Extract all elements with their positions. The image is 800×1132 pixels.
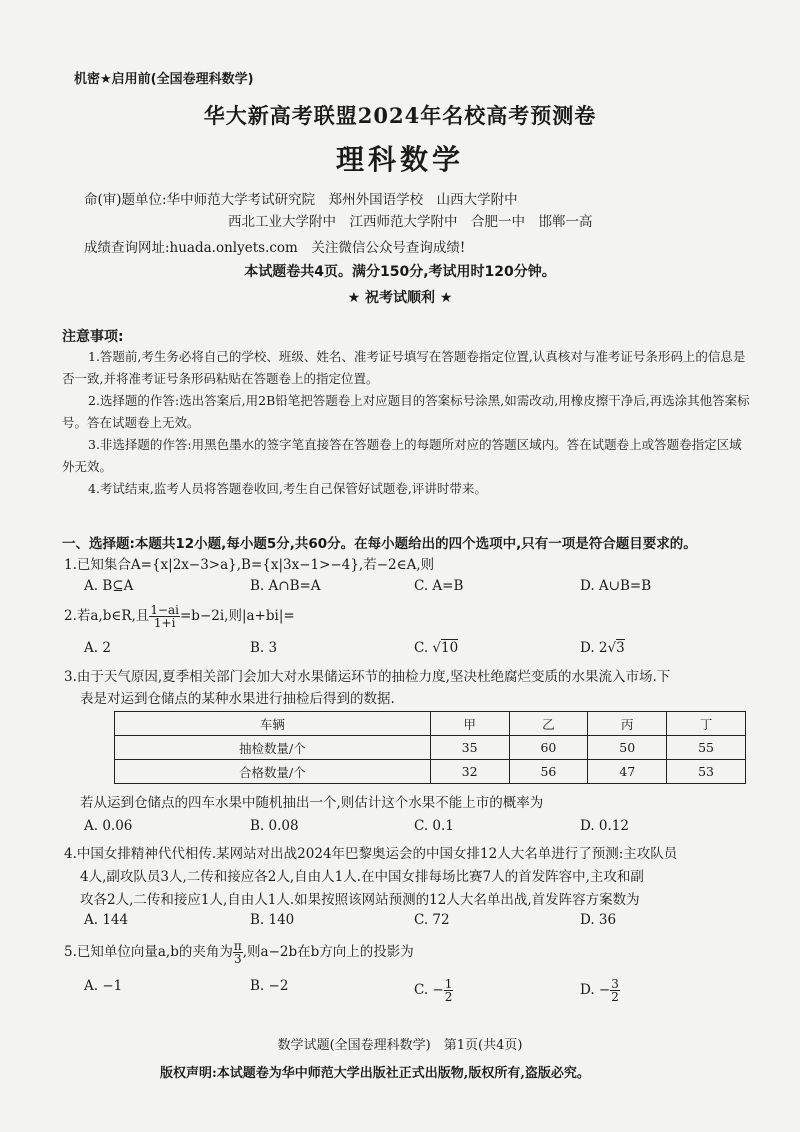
q5-option-b: B. −2 — [250, 978, 289, 994]
q2-option-c — [414, 640, 458, 656]
table-cell: 47 — [588, 760, 667, 784]
question-2-stem — [64, 604, 754, 629]
q2-option-c-radicand: 10 — [441, 640, 459, 656]
q5-option-d-prefix: D. − — [580, 982, 611, 998]
q1-option-b: B. A∩B=A — [250, 578, 321, 594]
q5-option-c-den: 2 — [444, 990, 453, 1004]
question-3-question: 若从运到仓储点的四车水果中随机抽出一个,则估计这个水果不能上市的概率为 — [80, 795, 544, 811]
table-cell: 55 — [667, 736, 746, 760]
q5-option-d — [580, 978, 620, 1003]
table-cell: 合格数量/个 — [115, 760, 431, 784]
notice-item: 3.非选择题的作答:用黑色墨水的签字笔直接答在答题卷上的每题所对应的答题区域内。答在试题卷上或答题卷指定区域外无效。 — [62, 437, 742, 474]
q4-option-b: B. 140 — [250, 912, 295, 928]
score-url-line: 成绩查询网址:huada.onlyets.com 关注微信公众号查询成绩! — [84, 240, 466, 256]
question-5-stem — [64, 940, 754, 965]
table-cell: 抽检数量/个 — [115, 736, 431, 760]
notice-item: 1.答题前,考生务必将自己的学校、班级、姓名、准考证号填写在答题卷指定位置,认真核对与准考证号条形码上的信息是否一致,并将准考证号条形码粘贴在答题卷上的指定位置。 — [62, 349, 746, 386]
question-4-line1: 4.中国女排精神代代相传.某网站对出战2024年巴黎奥运会的中国女排12人大名单进行了预测:主攻队员 — [64, 846, 678, 862]
org-line-2: 西北工业大学附中 江西师范大学附中 合肥一中 邯郸一高 — [228, 214, 593, 230]
q2-option-a: A. 2 — [84, 640, 111, 656]
table-header-cell: 乙 — [509, 712, 588, 736]
table-cell: 56 — [509, 760, 588, 784]
q3-option-a: A. 0.06 — [84, 818, 133, 834]
inspection-table — [114, 711, 746, 784]
q2-stem-end: =b−2i,则|a+bi|= — [180, 608, 295, 624]
table-header-cell: 丙 — [588, 712, 667, 736]
confidential-label: 机密★启用前(全国卷理科数学) — [74, 72, 254, 87]
q5-option-d-den: 2 — [611, 990, 619, 1004]
q2-option-d — [580, 640, 625, 656]
table-cell: 60 — [509, 736, 588, 760]
q5-option-d-fraction — [610, 978, 620, 1003]
q4-option-c: C. 72 — [414, 912, 450, 928]
q2-fraction — [149, 604, 180, 629]
notice-item: 4.考试结束,监考人员将答题卷收回,考生自己保管好试题卷,评讲时带来。 — [88, 481, 487, 496]
table-header-cell: 车辆 — [115, 712, 431, 736]
q5-option-c-num: 1 — [444, 977, 453, 991]
table-header-row — [115, 712, 746, 736]
q3-option-b: B. 0.08 — [250, 818, 299, 834]
q5-option-c-fraction — [444, 978, 454, 1003]
q2-option-b: B. 3 — [250, 640, 278, 656]
q5-stem-start: 5.已知单位向量a,b的夹角为 — [64, 944, 233, 960]
q2-fraction-num: 1−ai — [150, 603, 179, 617]
section-heading: 一、选择题:本题共12小题,每小题5分,共60分。在每小题给出的四个选项中,只有一项是符合题目要求的。 — [62, 536, 697, 552]
q3-option-d: D. 0.12 — [580, 818, 629, 834]
exam-title: 华大新高考联盟2024年名校高考预测卷 — [203, 103, 597, 128]
question-1-stem: 1.已知集合A={x|2x−3>a},B={x|3x−1>−4},若−2∈A,则 — [64, 557, 435, 573]
table-cell: 50 — [588, 736, 667, 760]
q5-fraction-num: π — [233, 939, 242, 953]
q5-option-c — [414, 978, 453, 1003]
table-cell: 35 — [430, 736, 509, 760]
q2-stem-start: 2.若a,b∈R,且 — [64, 608, 150, 624]
q5-option-d-num: 3 — [611, 977, 619, 991]
q2-fraction-den: 1+i — [153, 616, 176, 630]
q2-option-d-radicand: 3 — [616, 640, 625, 656]
q5-stem-end: ,则a−2b在b方向上的投影为 — [242, 944, 414, 960]
q1-option-d: D. A∪B=B — [580, 578, 652, 594]
org-line-1: 命(审)题单位:华中师范大学考试研究院 郑州外国语学校 山西大学附中 — [84, 192, 518, 208]
page-footer: 数学试题(全国卷理科数学) 第1页(共4页) — [277, 1038, 523, 1053]
table-header-cell: 甲 — [430, 712, 509, 736]
question-4-line3: 攻各2人,二传和接应1人,自由人1人.如果按照该网站预测的12人大名单出战,首发阵容方案数为 — [80, 892, 640, 908]
table-header-cell: 丁 — [667, 712, 746, 736]
subject-title: 理科数学 — [335, 143, 464, 176]
notice-title: 注意事项: — [62, 329, 124, 345]
question-3-stem-line2: 表是对运到仓储点的某种水果进行抽检后得到的数据. — [80, 691, 395, 707]
q4-option-a: A. 144 — [84, 912, 129, 928]
question-4-line2: 4人,副攻队员3人,二传和接应各2人,自由人1人.在中国女排每场比赛7人的首发阵容中,主攻和副 — [80, 869, 644, 885]
q3-option-c: C. 0.1 — [414, 818, 454, 834]
table-cell: 53 — [667, 760, 746, 784]
q1-option-c: C. A=B — [414, 578, 464, 594]
q5-fraction-den: 3 — [234, 952, 242, 966]
q1-option-a: A. B⊆A — [84, 578, 134, 594]
table-row — [115, 760, 746, 784]
q2-option-c-prefix: C. √ — [414, 640, 442, 656]
q5-option-a: A. −1 — [84, 978, 123, 994]
q5-option-c-prefix: C. − — [414, 982, 444, 998]
q5-fraction — [233, 940, 243, 965]
copyright-notice: 版权声明:本试题卷为华中师范大学出版社正式出版物,版权所有,盗版必究。 — [160, 1066, 590, 1081]
table-cell: 32 — [430, 760, 509, 784]
q2-option-d-prefix: D. 2√ — [580, 640, 617, 656]
exam-info: 本试题卷共4页。满分150分,考试用时120分钟。 — [244, 264, 556, 280]
good-luck: ★ 祝考试顺利 ★ — [347, 290, 453, 306]
table-row — [115, 736, 746, 760]
q4-option-d: D. 36 — [580, 912, 617, 928]
notice-item: 2.选择题的作答:选出答案后,用2B铅笔把答题卷上对应题目的答案标号涂黑,如需改动,用橡皮擦干净后,再选涂其他答案标号。答在试题卷上无效。 — [62, 393, 750, 430]
question-3-stem-line1: 3.由于天气原因,夏季相关部门会加大对水果储运环节的抽检力度,坚决杜绝腐烂变质的水果流入市场.下 — [64, 669, 671, 685]
